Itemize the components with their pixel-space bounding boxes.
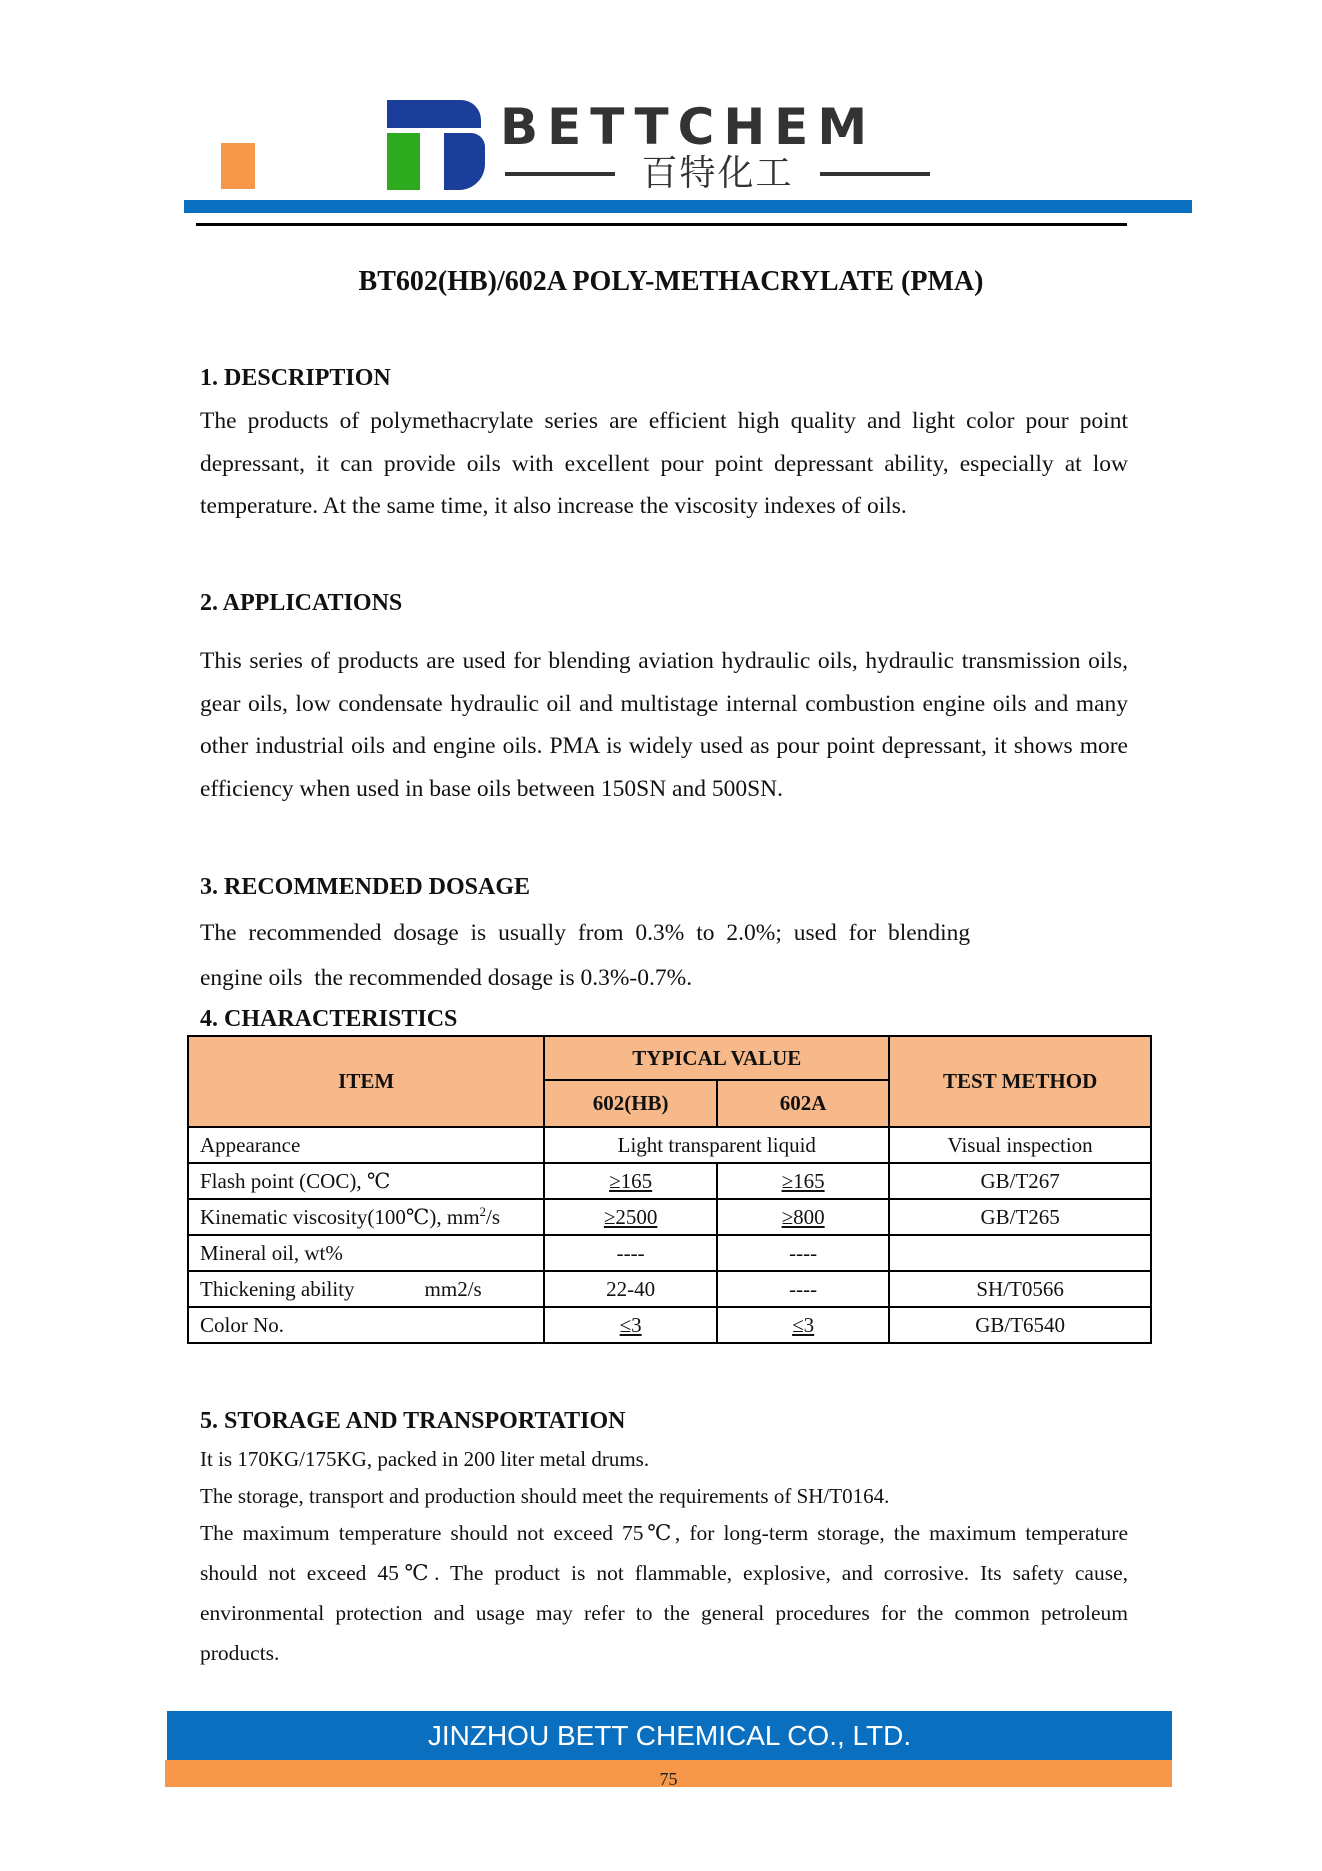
- heading-description: 1. DESCRIPTION: [200, 365, 391, 391]
- row-method: [889, 1235, 1151, 1271]
- table-row: [188, 1307, 1151, 1343]
- header-test-method: TEST METHOD: [889, 1036, 1151, 1127]
- orange-accent-square: [221, 143, 255, 189]
- item-unit: mm2/s: [424, 1276, 482, 1301]
- value-text: ≤3: [619, 1312, 642, 1337]
- row-value-602a: [717, 1199, 889, 1235]
- header-typical-value: TYPICAL VALUE: [544, 1036, 889, 1080]
- item-tail: /s: [486, 1205, 501, 1229]
- heading-applications: 2. APPLICATIONS: [200, 590, 403, 616]
- table-row: [188, 1127, 1151, 1163]
- footer-company-name: JINZHOU BETT CHEMICAL CO., LTD.: [427, 1720, 912, 1751]
- row-value-602a: [717, 1163, 889, 1199]
- header-602hb: 602(HB): [544, 1080, 717, 1127]
- logo-t-bar-shape: [387, 100, 481, 128]
- logo-b-bowl-shape: [444, 133, 485, 190]
- header-blue-rule: [184, 200, 1192, 213]
- row-value-602hb: [544, 1199, 717, 1235]
- value-text: ≥2500: [603, 1204, 658, 1229]
- row-method: GB/T6540: [889, 1307, 1151, 1343]
- header-item: ITEM: [188, 1036, 544, 1127]
- row-item: Color No.: [188, 1307, 544, 1343]
- brand-dash-right: [820, 172, 930, 176]
- dosage-line-1: The recommended dosage is usually from 0.3% to 2.0%; used for blending: [200, 920, 971, 946]
- brand-dash-left: [505, 172, 615, 176]
- row-method: GB/T267: [889, 1163, 1151, 1199]
- row-value-602hb: 22-40: [544, 1271, 717, 1307]
- value-text: ≥165: [609, 1168, 653, 1193]
- row-item: [188, 1271, 544, 1307]
- row-value-602hb: [544, 1307, 717, 1343]
- value-text: ≤3: [792, 1312, 815, 1337]
- page-number: 75: [659, 1769, 678, 1789]
- applications-text: This series of products are used for blending aviation hydraulic oils, hydraulic transmission oils, gear oils, low condensate hydraulic oil and multistage internal combustion engine oils and many other industrial oils and engine oils. PMA is widely used as pour point depressant, it shows more efficiency when used in base oils between 150SN and 500SN.: [200, 648, 1128, 802]
- row-value-602a: ----: [717, 1271, 889, 1307]
- row-method: GB/T265: [889, 1199, 1151, 1235]
- footer-company-bar: [167, 1711, 1172, 1760]
- item-superscript: 2: [479, 1204, 487, 1219]
- row-value-602a: ----: [717, 1235, 889, 1271]
- storage-line-2: The storage, transport and production should meet the requirements of SH/T0164.: [200, 1484, 890, 1508]
- row-merged-value: Light transparent liquid: [544, 1127, 889, 1163]
- row-method: Visual inspection: [889, 1127, 1151, 1163]
- table-row: [188, 1199, 1151, 1235]
- footer-page-bar: [165, 1760, 1172, 1787]
- heading-characteristics: 4. CHARACTERISTICS: [200, 1006, 458, 1032]
- value-text: ≥165: [781, 1168, 825, 1193]
- document-title: BT602(HB)/602A POLY-METHACRYLATE (PMA): [358, 266, 984, 297]
- header-black-rule: [196, 223, 1127, 226]
- table-row: [188, 1271, 1151, 1307]
- row-item: [188, 1199, 544, 1235]
- description-text: The products of polymethacrylate series are efficient high quality and light color pour point depressant, it can provide oils with excellent pour point depressant ability, especially at low temperature. At the same time, it also increase the viscosity indexes of oils.: [200, 408, 1128, 519]
- heading-dosage: 3. RECOMMENDED DOSAGE: [200, 874, 531, 900]
- brand-chinese-row: [505, 152, 930, 196]
- logo-green-stem-shape: [387, 133, 420, 190]
- brand-chinese-name: 百特化工: [641, 153, 794, 194]
- item-label: Thickening ability: [200, 1276, 355, 1301]
- row-item: Appearance: [188, 1127, 544, 1163]
- brand-name: BETTCHEM: [500, 98, 877, 156]
- storage-text: The maximum temperature should not exceed 75℃, for long-term storage, the maximum temperature should not exceed 45℃. The product is not flammable, explosive, and corrosive. Its safety cause, environmental protection and usage may refer to the general procedures for the common petroleum products.: [200, 1521, 1128, 1665]
- row-value-602hb: ----: [544, 1235, 717, 1271]
- row-value-602a: [717, 1307, 889, 1343]
- characteristics-table: [187, 1035, 1152, 1344]
- item-main: Kinematic viscosity(100℃), mm: [200, 1205, 480, 1229]
- row-method: SH/T0566: [889, 1271, 1151, 1307]
- row-value-602hb: [544, 1163, 717, 1199]
- table-row: [188, 1163, 1151, 1199]
- row-item: Flash point (COC), ℃: [188, 1163, 544, 1199]
- table-row: [188, 1235, 1151, 1271]
- storage-line-1: It is 170KG/175KG, packed in 200 liter metal drums.: [200, 1447, 650, 1471]
- row-item: Mineral oil, wt%: [188, 1235, 544, 1271]
- table-header-row: [188, 1036, 1151, 1080]
- value-text: ≥800: [781, 1204, 825, 1229]
- heading-storage: 5. STORAGE AND TRANSPORTATION: [200, 1408, 626, 1434]
- header-602a: 602A: [717, 1080, 889, 1127]
- dosage-line-2: engine oils the recommended dosage is 0.3%-0.7%.: [200, 965, 693, 991]
